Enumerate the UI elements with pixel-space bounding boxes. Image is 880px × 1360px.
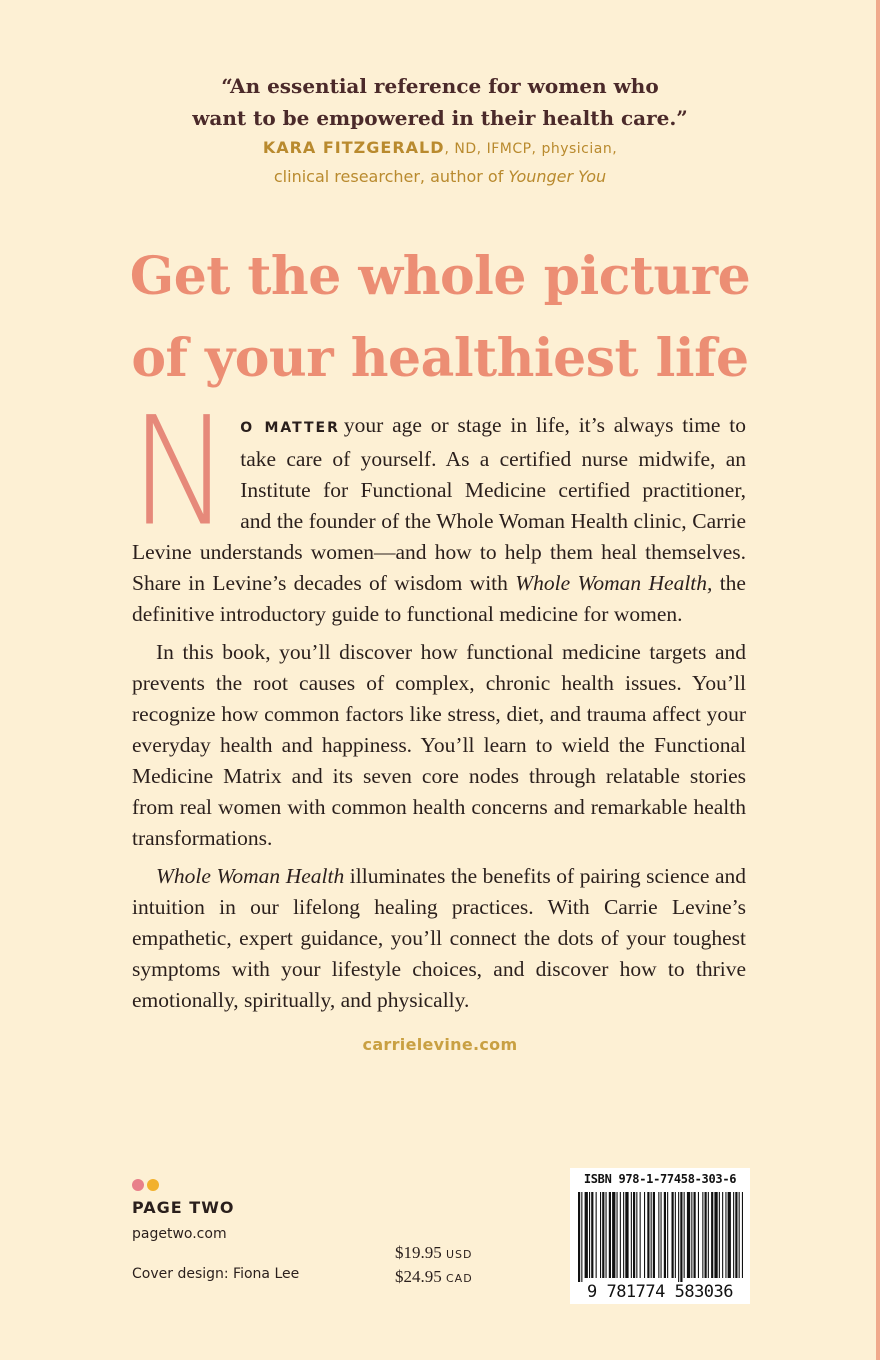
barcode-bar	[742, 1192, 743, 1278]
barcode-bar	[725, 1192, 726, 1278]
quote-line-1: “An essential reference for women who	[221, 74, 659, 98]
paragraph-1-title: Whole Woman Health,	[515, 571, 713, 595]
headline-line-1: Get the whole picture	[129, 246, 751, 307]
barcode-bar	[733, 1192, 734, 1278]
lead-smallcaps: O MATTER	[240, 420, 340, 436]
headline-line-2: of your healthiest life	[131, 328, 749, 389]
price-cad-amount: $24.95	[395, 1267, 442, 1286]
author-website: carrielevine.com	[362, 1035, 518, 1054]
quote-attribution-line2	[0, 163, 880, 191]
barcode-bar	[664, 1192, 666, 1278]
barcode-bar	[585, 1192, 588, 1278]
barcode-bar	[625, 1192, 628, 1278]
price-block	[395, 1242, 473, 1290]
quote-line-2: want to be empowered in their health care.”	[192, 106, 688, 130]
barcode-bar	[687, 1192, 690, 1278]
cover-credit: Cover design: Fiona Lee	[132, 1266, 300, 1282]
barcode-bar	[633, 1192, 635, 1278]
barcode-bar	[600, 1192, 601, 1278]
barcode-bar	[705, 1192, 707, 1278]
barcode-bar	[602, 1192, 604, 1278]
price-usd-label: USD	[446, 1248, 473, 1261]
barcode-bar	[722, 1192, 723, 1278]
publisher-name: PAGE TWO	[132, 1198, 235, 1217]
isbn-digits: 9 781774 583036	[586, 1282, 734, 1302]
barcode-bar	[672, 1192, 674, 1278]
paragraph-1-end: the definitive introductory guide to functional medicine for women.	[132, 571, 746, 626]
isbn-barcode-box	[570, 1168, 750, 1304]
attribution-prefix: clinical researcher, author of	[273, 167, 509, 186]
price-cad	[395, 1266, 473, 1290]
barcode-bar	[714, 1192, 717, 1278]
barcode-bar	[620, 1192, 621, 1278]
barcode-bar	[739, 1192, 740, 1278]
paragraph-3	[132, 861, 746, 1016]
barcode-bar	[612, 1192, 615, 1278]
barcode-bar	[651, 1192, 652, 1278]
barcode-bar	[581, 1192, 582, 1282]
cover-edge-strip	[876, 0, 880, 1360]
publisher-website: pagetwo.com	[132, 1226, 227, 1242]
attribution-book: Younger You	[508, 167, 607, 186]
isbn-label: ISBN 978-1-77458-303-6	[583, 1172, 737, 1186]
paragraph-1	[130, 384, 746, 630]
barcode-bar	[675, 1192, 676, 1278]
barcode-bar	[691, 1192, 692, 1278]
barcode-bar	[708, 1192, 709, 1278]
paragraph-3-title: Whole Woman Health	[156, 864, 345, 888]
barcode-bar	[623, 1192, 624, 1278]
barcode-bar	[658, 1192, 659, 1278]
barcode-bar	[591, 1192, 593, 1278]
barcode-bar	[728, 1192, 731, 1278]
barcode-bar	[636, 1192, 637, 1278]
barcode-bar	[711, 1192, 713, 1278]
barcode-bar	[698, 1192, 699, 1278]
endorsement-quote	[0, 70, 880, 191]
paragraph-2: In this book, you’ll discover how functional medicine targets and prevents the root causes of complex, chronic health issues. You’ll recognize how common factors like stress, diet, and trauma affect your everyday health and happiness. You’ll learn to wield the Functional Medicine Matrix and its seven core nodes through relatable stories from real women with common health concerns and remarkable health transformations.	[132, 640, 746, 850]
barcode-bar	[702, 1192, 703, 1278]
attribution-credentials: , ND, IFMCP, physician,	[444, 141, 618, 157]
barcode-bar	[644, 1192, 645, 1278]
book-description	[130, 384, 746, 1023]
barcode-bar	[617, 1192, 618, 1278]
logo-dot-yellow	[147, 1179, 159, 1191]
attribution-name: KARA FITZGERALD	[262, 138, 445, 157]
barcode-bar	[647, 1192, 649, 1278]
barcode-bar	[631, 1192, 632, 1278]
headline	[0, 236, 880, 400]
barcode-bar	[653, 1192, 655, 1278]
price-usd-amount: $19.95	[395, 1243, 442, 1262]
barcode-bar	[589, 1192, 590, 1278]
barcode-bar	[578, 1192, 580, 1282]
barcode-bar	[596, 1192, 597, 1278]
barcode-bar	[640, 1192, 641, 1278]
quote-attribution	[0, 134, 880, 163]
barcode-bar	[667, 1192, 668, 1278]
barcode-bar	[719, 1192, 720, 1278]
price-cad-label: CAD	[446, 1272, 473, 1285]
barcode-bar	[661, 1192, 662, 1278]
logo-dot-pink	[132, 1179, 144, 1191]
paragraph-1-text: your age or stage in life, it’s always time to take care of yourself. As a certified nurse midwife, an Institute for Functional Medicine certified practitioner, and the founder of the Whole Woman Health clinic, Carrie Levine understands women—and how to help them heal themselves. Share in Levine’s decades of wisdom with	[132, 413, 746, 595]
barcode-bar	[680, 1192, 682, 1282]
drop-cap: N	[130, 384, 231, 560]
barcode-bar	[694, 1192, 696, 1278]
barcode-graphic	[570, 1190, 750, 1282]
barcode-bar	[606, 1192, 607, 1278]
publisher-logo-dots	[132, 1178, 162, 1196]
price-usd	[395, 1242, 473, 1266]
barcode-bar	[609, 1192, 611, 1278]
barcode-bar	[684, 1192, 685, 1278]
paragraph-3-text: illuminates the benefits of pairing science and intuition in our lifelong healing practices. With Carrie Levine’s empathetic, expert guidance, you’ll connect the dots of your toughest symptoms with your lifestyle choices, and discover how to thrive emotionally, spiritually, and physically.	[132, 864, 746, 1012]
barcode-bar	[735, 1192, 737, 1278]
barcode-bar	[678, 1192, 679, 1282]
